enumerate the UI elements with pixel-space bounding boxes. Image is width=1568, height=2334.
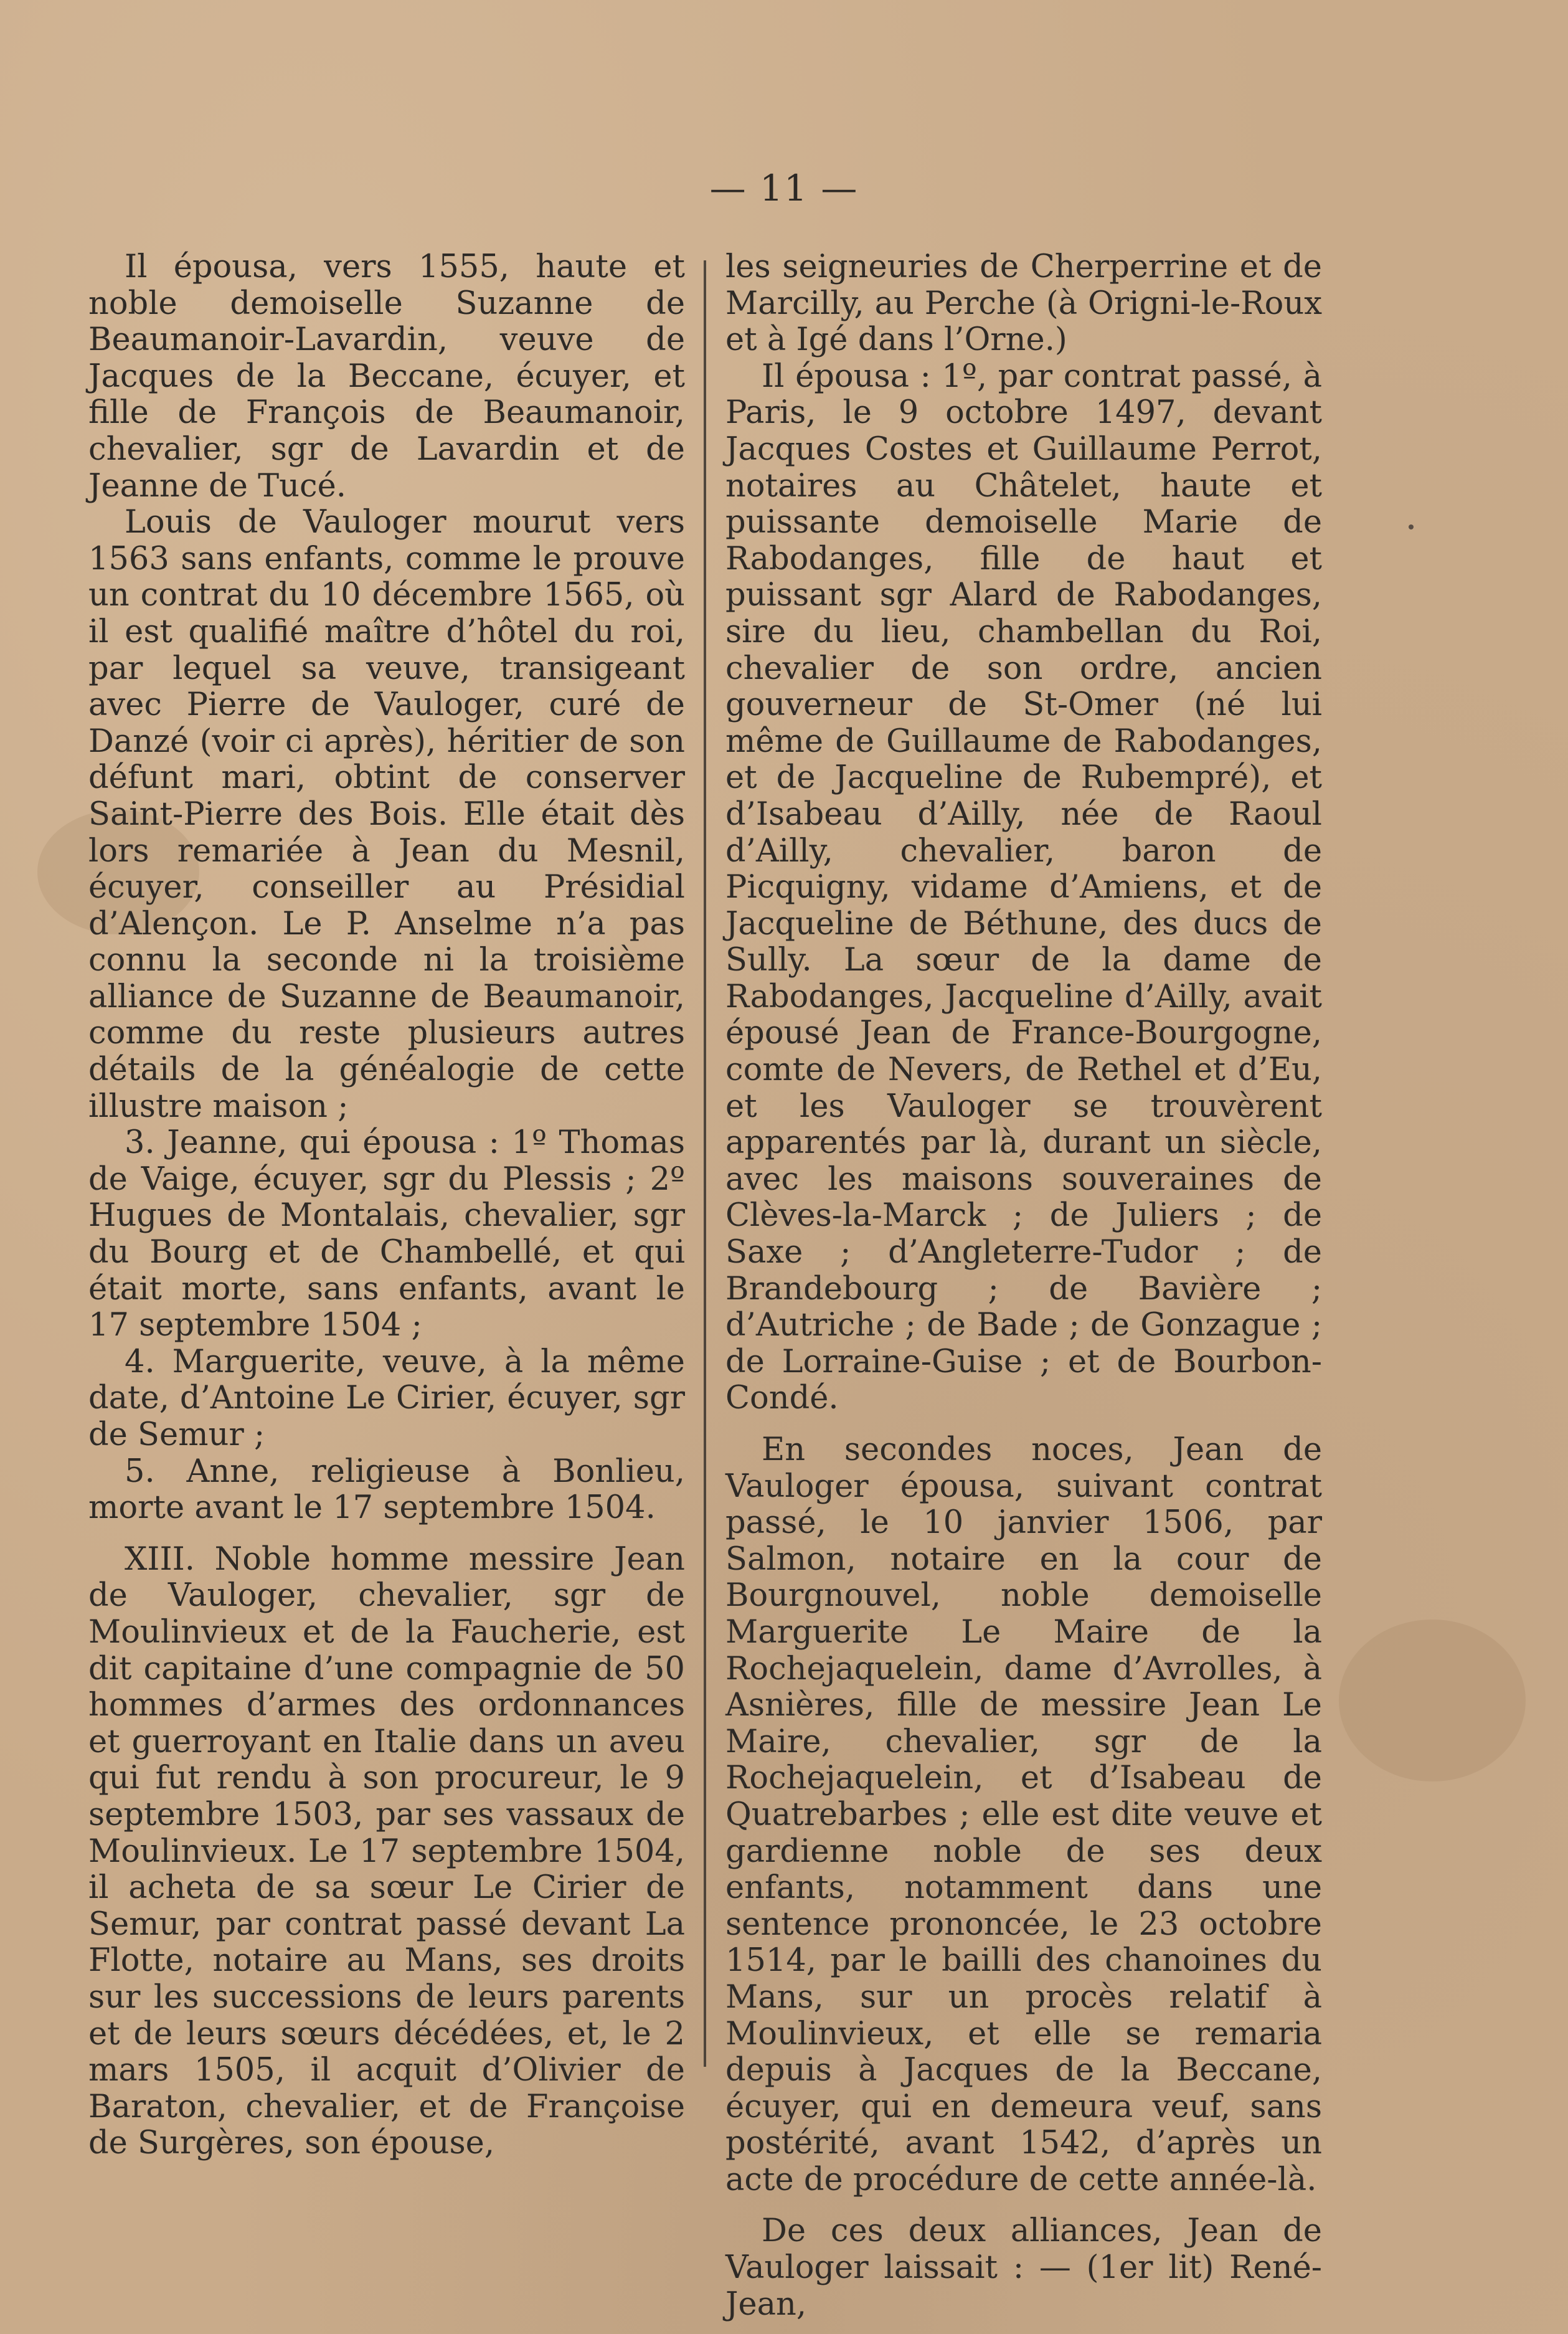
paragraph: 4. Marguerite, veuve, à la même date, d’Antoine Le Cirier, écuyer, sgr de Semur ;	[88, 1343, 685, 1453]
ink-speck	[1409, 524, 1414, 529]
paper-stain	[1339, 1620, 1526, 1781]
paragraph: les seigneuries de Cherperrine et de Marcilly, au Perche (à Origni-le-Roux et à Igé dans l’Orne.)	[725, 249, 1322, 359]
page-number: — 11 —	[709, 167, 859, 209]
paragraph: Il épousa, vers 1555, haute et noble demoiselle Suzanne de Beaumanoir-Lavardin, veuve de Jacques de la Beccane, écuyer, et fille de François de Beaumanoir, chevalier, sgr de Lavardin et de Jeanne de Tucé.	[88, 249, 685, 505]
left-column	[88, 249, 685, 2162]
right-column	[725, 249, 1322, 2323]
paragraph: Louis de Vauloger mourut vers 1563 sans enfants, comme le prouve un contrat du 10 décembre 1565, où il est qualifié maître d’hôtel du roi, par lequel sa veuve, transigeant avec Pierre de Vauloger, curé de Danzé (voir ci après), héritier de son défunt mari, obtint de conserver Saint-Pierre des Bois. Elle était dès lors remariée à Jean du Mesnil, écuyer, conseiller au Présidial d’Alençon. Le P. Anselme n’a pas connu la seconde ni la troisième alliance de Suzanne de Beaumanoir, comme du reste plusieurs autres détails de la généalogie de cette illustre maison ;	[88, 504, 685, 1125]
paragraph: De ces deux alliances, Jean de Vauloger laissait : — (1er lit) René-Jean,	[725, 2213, 1322, 2323]
column-divider	[704, 260, 706, 2067]
paragraph: Il épousa : 1º, par contrat passé, à Paris, le 9 octobre 1497, devant Jacques Costes et Guillaume Perrot, notaires au Châtelet, haute et puissante demoiselle Marie de Rabodanges, fille de haut et puissant sgr Alard de Rabodanges, sire du lieu, chambellan du Roi, chevalier de son ordre, ancien gouverneur de St-Omer (né lui même de Guillaume de Rabodanges, et de Jacqueline de Rubempré), et d’Isabeau d’Ailly, née de Raoul d’Ailly, chevalier, baron de Picquigny, vidame d’Amiens, et de Jacqueline de Béthune, des ducs de Sully. La sœur de la dame de Rabodanges, Jacqueline d’Ailly, avait épousé Jean de France-Bourgogne, comte de Nevers, de Rethel et d’Eu, et les Vauloger se trouvèrent apparentés par là, durant un siècle, avec les maisons souveraines de Clèves-la-Marck ; de Juliers ; de Saxe ; d’Angleterre-Tudor ; de Brandebourg ; de Bavière ; d’Autriche ; de Bade ; de Gonzague ; de Lorraine-Guise ; et de Bourbon-Condé.	[725, 358, 1322, 1417]
paragraph: XIII. Noble homme messire Jean de Vauloger, chevalier, sgr de Moulinvieux et de la Faucherie, est dit capitaine d’une compagnie de 50 hommes d’armes des ordonnances et guerroyant en Italie dans un aveu qui fut rendu à son procureur, le 9 septembre 1503, par ses vassaux de Moulinvieux. Le 17 septembre 1504, il acheta de sa sœur Le Cirier de Semur, par contrat passé devant La Flotte, notaire au Mans, ses droits sur les successions de leurs parents et de leurs sœurs décédées, et, le 2 mars 1505, il acquit d’Olivier de Baraton, chevalier, et de Françoise de Surgères, son épouse,	[88, 1540, 685, 2162]
paragraph: 3. Jeanne, qui épousa : 1º Thomas de Vaige, écuyer, sgr du Plessis ; 2º Hugues de Montalais, chevalier, sgr du Bourg et de Chambellé, et qui était morte, sans enfants, avant le 17 septembre 1504 ;	[88, 1124, 685, 1344]
paragraph: 5. Anne, religieuse à Bonlieu, morte avant le 17 septembre 1504.	[88, 1453, 685, 1527]
paragraph: En secondes noces, Jean de Vauloger épousa, suivant contrat passé, le 10 janvier 1506, par Salmon, notaire en la cour de Bourgnouvel, noble demoiselle Marguerite Le Maire de la Rochejaquelein, dame d’Avrolles, à Asnières, fille de messire Jean Le Maire, chevalier, sgr de la Rochejaquelein, et d’Isabeau de Quatrebarbes ; elle est dite veuve et gardienne noble de ses deux enfants, notamment dans une sentence prononcée, le 23 octobre 1514, par le bailli des chanoines du Mans, sur un procès relatif à Moulinvieux, et elle se remaria depuis à Jacques de la Beccane, écuyer, qui en demeura veuf, sans postérité, avant 1542, d’après un acte de procédure de cette année-là.	[725, 1431, 1322, 2198]
